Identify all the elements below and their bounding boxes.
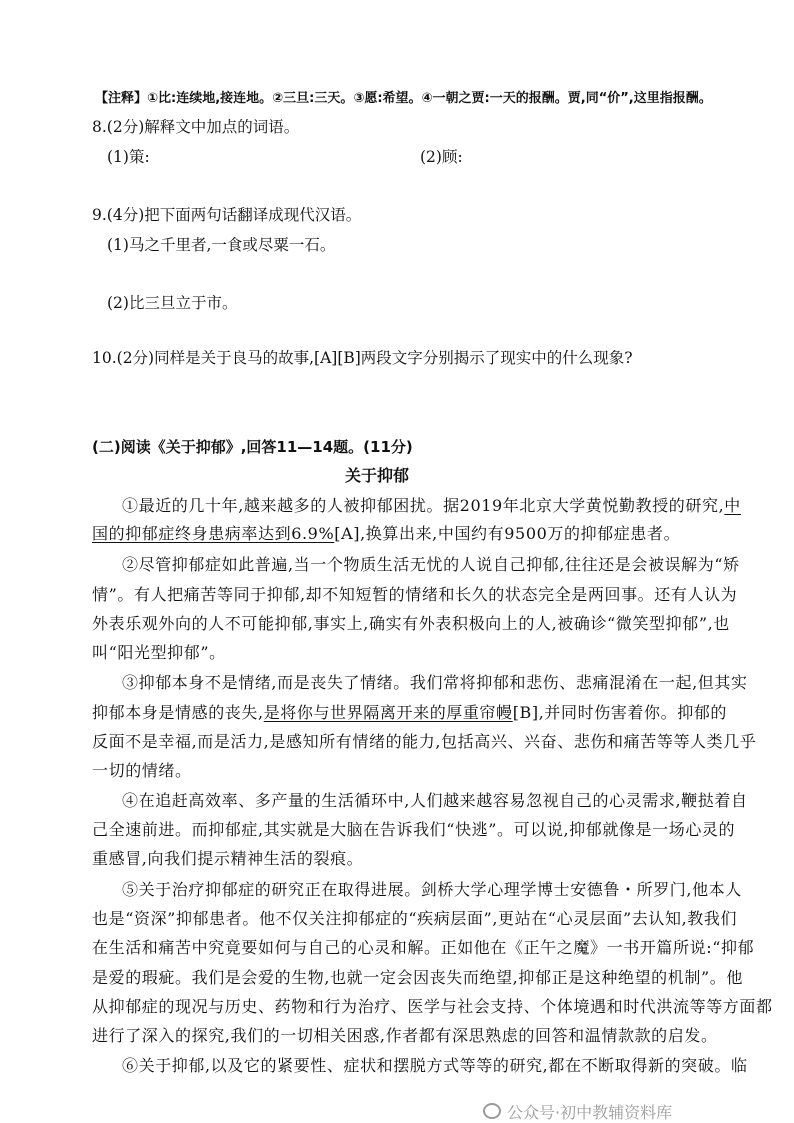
p4-line: ④在追赶高效率、多产量的生活循环中,人们越来越容易忽视自己的心灵需求,鞭挞着自: [122, 791, 748, 810]
p5-line: 从抑郁症的现况与历史、药物和行为治疗、医学与社会支持、个体境遇和时代洪流等等方面都: [92, 997, 773, 1016]
watermark-text: 公众号·初中教辅资料库: [507, 1103, 673, 1122]
question-10-stem: 10.(2分)同样是关于良马的故事,[A][B]两段文字分别揭示了现实中的什么现象?: [92, 349, 633, 367]
p5-line: 进行了深入的探究,我们的一切相关困惑,作者都有深思熟虑的回答和温情款款的启发。: [92, 1026, 718, 1045]
p3-line: 一切的情绪。: [92, 761, 192, 780]
wechat-icon: [483, 1103, 501, 1119]
p3-line: 反面不是幸福,而是活力,是感知所有情绪的能力,包括高兴、兴奋、悲伤和痛苦等等人类几乎: [92, 732, 757, 751]
watermark: [483, 1100, 672, 1123]
p3-text: 抑郁本身是情感的丧失,: [92, 703, 264, 722]
p2-line: 叫“阳光型抑郁”。: [92, 643, 226, 662]
p5-line: 也是“资深”抑郁患者。他不仅关注抑郁症的“疾病层面”,更站在“心灵层面”去认知,教我们: [92, 909, 738, 928]
question-8-stem: 8.(2分)解释文中加点的词语。: [92, 118, 300, 136]
p1-text: ①最近的几十年,越来越多的人被抑郁困扰。据2019年北京大学黄悦勤教授的研究,: [122, 496, 725, 515]
p5-line: ⑤关于治疗抑郁症的研究正在取得进展。剑桥大学心理学博士安德鲁・所罗门,他本人: [122, 880, 742, 899]
p2-line: 外表乐观外向的人不可能抑郁,事实上,确实有外表积极向上的人,被确诊“微笑型抑郁”,也: [92, 614, 730, 633]
p1-text-cont: [A],换算出来,中国约有9500万的抑郁症患者。: [334, 524, 681, 543]
question-9-item-2: (2)比三旦立于市。: [107, 294, 238, 312]
p1-underline-start: 中: [724, 496, 741, 515]
p5-line: 是爱的瑕疵。我们是会爱的生物,也就一定会因丧失而绝望,抑郁正是这种绝望的机制”。他: [92, 968, 743, 987]
p4-line: 重感冒,向我们提示精神生活的裂痕。: [92, 849, 364, 868]
question-9-item-1: (1)马之千里者,一食或尽粟一石。: [107, 236, 336, 254]
p1-underline: 国的抑郁症终身患病率达到6.9%: [92, 524, 335, 543]
article-paragraph-6: ⑥关于抑郁,以及它的紧要性、症状和摆脱方式等等的研究,都在不断取得新的突破。临: [122, 1056, 748, 1075]
question-8-item-2: (2)顾:: [420, 148, 463, 166]
question-9-stem: 9.(4分)把下面两句话翻译成现代汉语。: [92, 206, 362, 224]
section-2-heading: (二)阅读《关于抑郁》,回答11—14题。(11分): [92, 438, 413, 456]
p2-line: 情”。有人把痛苦等同于抑郁,却不知短暂的情绪和长久的状态完全是两回事。还有人认为: [92, 585, 738, 604]
p2-line: ②尽管抑郁症如此普遍,当一个物质生活无忧的人说自己抑郁,往往还是会被误解为“矫: [122, 555, 740, 574]
p4-line: 己全速前进。而抑郁症,其实就是大脑在告诉我们“快逃”。可以说,抑郁就像是一场心灵的: [92, 820, 736, 839]
p3-underline: 是将你与世界隔离开来的厚重帘幔: [263, 703, 513, 722]
question-8-item-1: (1)策:: [107, 148, 150, 166]
annotation-note: 【注释】①比:连续地,接连地。②三旦:三天。③愿:希望。④一朝之贾:一天的报酬。贾,同“价”,这里指报酬。: [95, 91, 712, 106]
article-title: 关于抑郁: [345, 466, 410, 485]
p3-line: ③抑郁本身不是情绪,而是丧失了情绪。我们常将抑郁和悲伤、悲痛混淆在一起,但其实: [122, 673, 748, 692]
p3-text-cont: [B],并同时伤害着你。抑郁的: [512, 703, 728, 722]
p5-line: 在生活和痛苦中究竟要如何与自己的心灵和解。正如他在《正午之魔》一书开篇所说:“抑郁: [92, 938, 755, 957]
